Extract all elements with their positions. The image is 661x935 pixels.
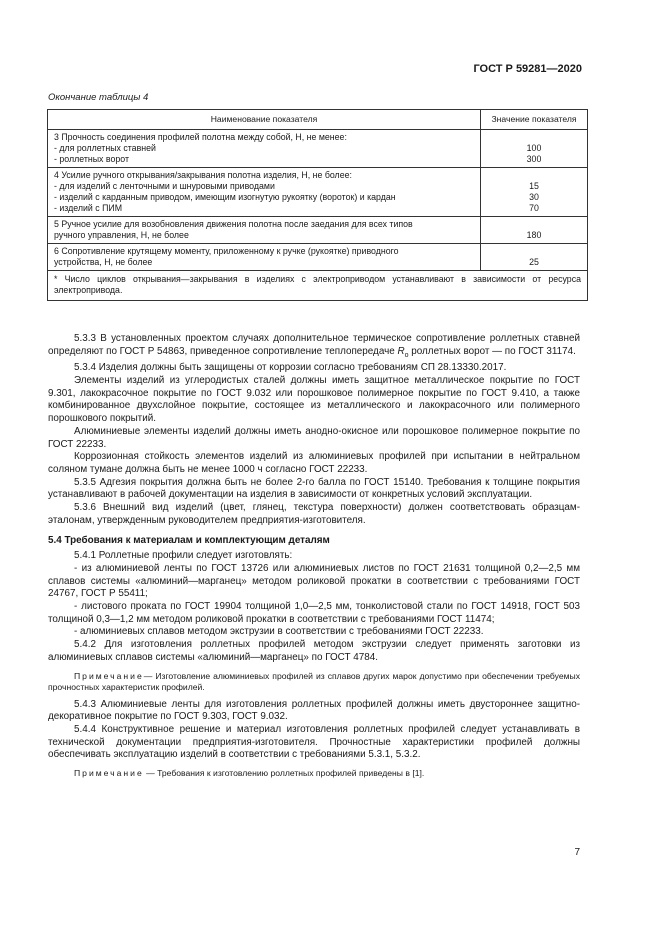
indicator-line: устройства, Н, не более	[54, 257, 153, 267]
indicator-name-cell	[48, 168, 481, 217]
page-number: 7	[574, 847, 580, 858]
list-item: - из алюминиевой ленты по ГОСТ 13726 или алюминиевых листов по ГОСТ 21631 толщиной 0,2—2,5 мм сплавов системы «алюминий—марганец» методом роликовой прокатки в соответствии с требованиями ГОСТ 24767, ГОСТ Р 55411;	[48, 562, 580, 600]
resistance-symbol: R	[397, 345, 405, 357]
paragraph-aluminium-coatings: Алюминиевые элементы изделий должны иметь анодно-окисное или порошковое полимерное покрытие по ГОСТ 22233.	[48, 425, 580, 450]
paragraph-5-4-4: 5.4.4 Конструктивное решение и материал изготовления роллетных профилей следует устанавливать в технической документации предприятия-изготовителя. Прочностные характеристики профилей должны обеспечивать эксплуатацию изделий в соответствии с требованиями 5.3.1, 5.3.2.	[48, 723, 580, 761]
indicator-line: 6 Сопротивление крутящему моменту, приложенному к ручке (рукоятке) приводного	[54, 246, 399, 256]
column-header-value: Значение показателя	[481, 110, 588, 130]
paragraph-corrosion-resistance: Коррозионная стойкость элементов изделий из алюминиевых профилей при испытании в нейтральном соляном тумане должна быть не менее 1000 ч согласно ГОСТ 22233.	[48, 451, 580, 475]
table-row	[48, 244, 588, 271]
note-label: Примечание	[74, 768, 144, 779]
indicator-line: 3 Прочность соединения профилей полотна между собой, Н, не менее:	[54, 132, 347, 142]
note-text: — Требования к изготовлению роллетных профилей приведены в [1].	[143, 768, 425, 779]
indicator-name-cell	[48, 130, 481, 168]
indicator-value-cell	[481, 168, 588, 217]
section-heading-5-4: 5.4 Требования к материалам и комплектующим деталям	[48, 534, 330, 546]
document-code: ГОСТ Р 59281—2020	[473, 63, 582, 75]
paragraph-5-3-5: 5.3.5 Адгезия покрытия должна быть не более 2-го балла по ГОСТ 15140. Требования к толщине покрытия устанавливают в рабочей документации на изделия в зависимости от конкретных условий эксплуатации.	[48, 476, 580, 501]
paragraph-text: 5.3.3 В установленных проектом случаях дополнительное термическое сопротивление роллетных ставней определяют по ГОСТ Р 54863, приведенное сопротивление теплопередаче	[48, 333, 580, 357]
table-row	[48, 130, 588, 168]
indicator-value: 300	[526, 154, 542, 164]
table-footnote-row	[48, 271, 588, 301]
indicator-line: ручного управления, Н, не более	[54, 230, 189, 240]
paragraph-5-3-6: 5.3.6 Внешний вид изделий (цвет, глянец, текстура поверхности) должен соответствовать образцам-эталонам, утвержденным руководителем предприятия-изготовителя.	[48, 502, 580, 526]
indicator-value: 30	[529, 192, 539, 202]
note-text: — Изготовление алюминиевых профилей из сплавов других марок допустимо при обеспечении требуемых прочностных характеристик профилей.	[48, 670, 580, 692]
indicator-value: 15	[529, 181, 539, 191]
list-item: - листового проката по ГОСТ 19904 толщиной 1,0—2,5 мм, тонколистовой стали по ГОСТ 14918, ГОСТ 503 толщиной 0,3—1,2 мм методом роликовой прокатки в соответствии с требованиями ГОСТ 11474;	[48, 601, 580, 625]
indicator-name-cell	[48, 217, 481, 244]
resistance-subscript: o	[404, 351, 409, 359]
indicator-value: 180	[526, 230, 542, 240]
indicator-value: 100	[526, 143, 542, 153]
indicator-line: 4 Усилие ручного открывания/закрывания полотна изделия, Н, не более:	[54, 170, 352, 180]
indicator-value-cell	[481, 217, 588, 244]
body-text	[48, 333, 580, 785]
table-header-row	[48, 110, 588, 130]
table-footnote: * Число циклов открывания—закрывания в изделиях с электроприводом устанавливают в зависимости от ресурса электропривода.	[48, 271, 588, 301]
indicator-line: - для изделий с ленточными и шнуровыми приводами	[54, 181, 275, 191]
indicators-table	[47, 109, 588, 301]
paragraph-5-4-2: 5.4.2 Для изготовления роллетных профилей методом экструзии следует применять заготовки из алюминиевых сплавов системы «алюминий—марганец» по ГОСТ 4784.	[48, 639, 580, 663]
indicator-value-cell	[481, 244, 588, 271]
indicator-line: - изделий с карданным приводом, имеющим изогнутую рукоятку (воротoк) и кардан	[54, 192, 396, 202]
indicator-line: - роллетных ворот	[54, 154, 129, 164]
paragraph-text: роллетных ворот — по ГОСТ 31174.	[408, 345, 576, 357]
indicator-line: - для роллетных ставней	[54, 143, 156, 153]
column-header-name: Наименование показателя	[48, 110, 481, 130]
paragraph-5-4-1: 5.4.1 Роллетные профили следует изготовлять:	[74, 550, 293, 562]
paragraph-5-3-3	[48, 333, 580, 362]
paragraph-5-3-4: 5.3.4 Изделия должны быть защищены от коррозии согласно требованиям СП 28.13330.2017.	[74, 362, 507, 374]
table-row	[48, 217, 588, 244]
list-item: - алюминиевых сплавов методом экструзии в соответствии с требованиями ГОСТ 22233.	[74, 626, 484, 638]
indicator-line: - изделий с ПИМ	[54, 203, 123, 213]
indicator-value-cell	[481, 130, 588, 168]
indicator-name-cell	[48, 244, 481, 271]
indicator-value: 70	[529, 203, 539, 213]
table-caption: Окончание таблицы 4	[48, 92, 149, 103]
note-profiles	[48, 768, 580, 779]
note-label: Примечание	[74, 670, 144, 681]
paragraph-steel-coatings: Элементы изделий из углеродистых сталей должны иметь защитное металлическое покрытие по ГОСТ 9.301, лакокрасочное покрытие по ГОСТ 9.032 или порошковое полимерное покрытие по ГОСТ 9.410, а также комбинированное двухслойное покрытие, состоящее из металлического и лакокрасочного или полимерного порошкового покрытий.	[48, 375, 580, 425]
indicator-value: 25	[529, 257, 539, 267]
table-row	[48, 168, 588, 217]
indicator-line: 5 Ручное усилие для возобновления движения полотна после заедания для всех типов	[54, 219, 413, 229]
paragraph-5-4-3: 5.4.3 Алюминиевые ленты для изготовления роллетных профилей должны иметь двустороннее защитно-декоративное покрытие по ГОСТ 9.303, ГОСТ 9.032.	[48, 698, 580, 723]
note-extrusion	[48, 671, 580, 693]
